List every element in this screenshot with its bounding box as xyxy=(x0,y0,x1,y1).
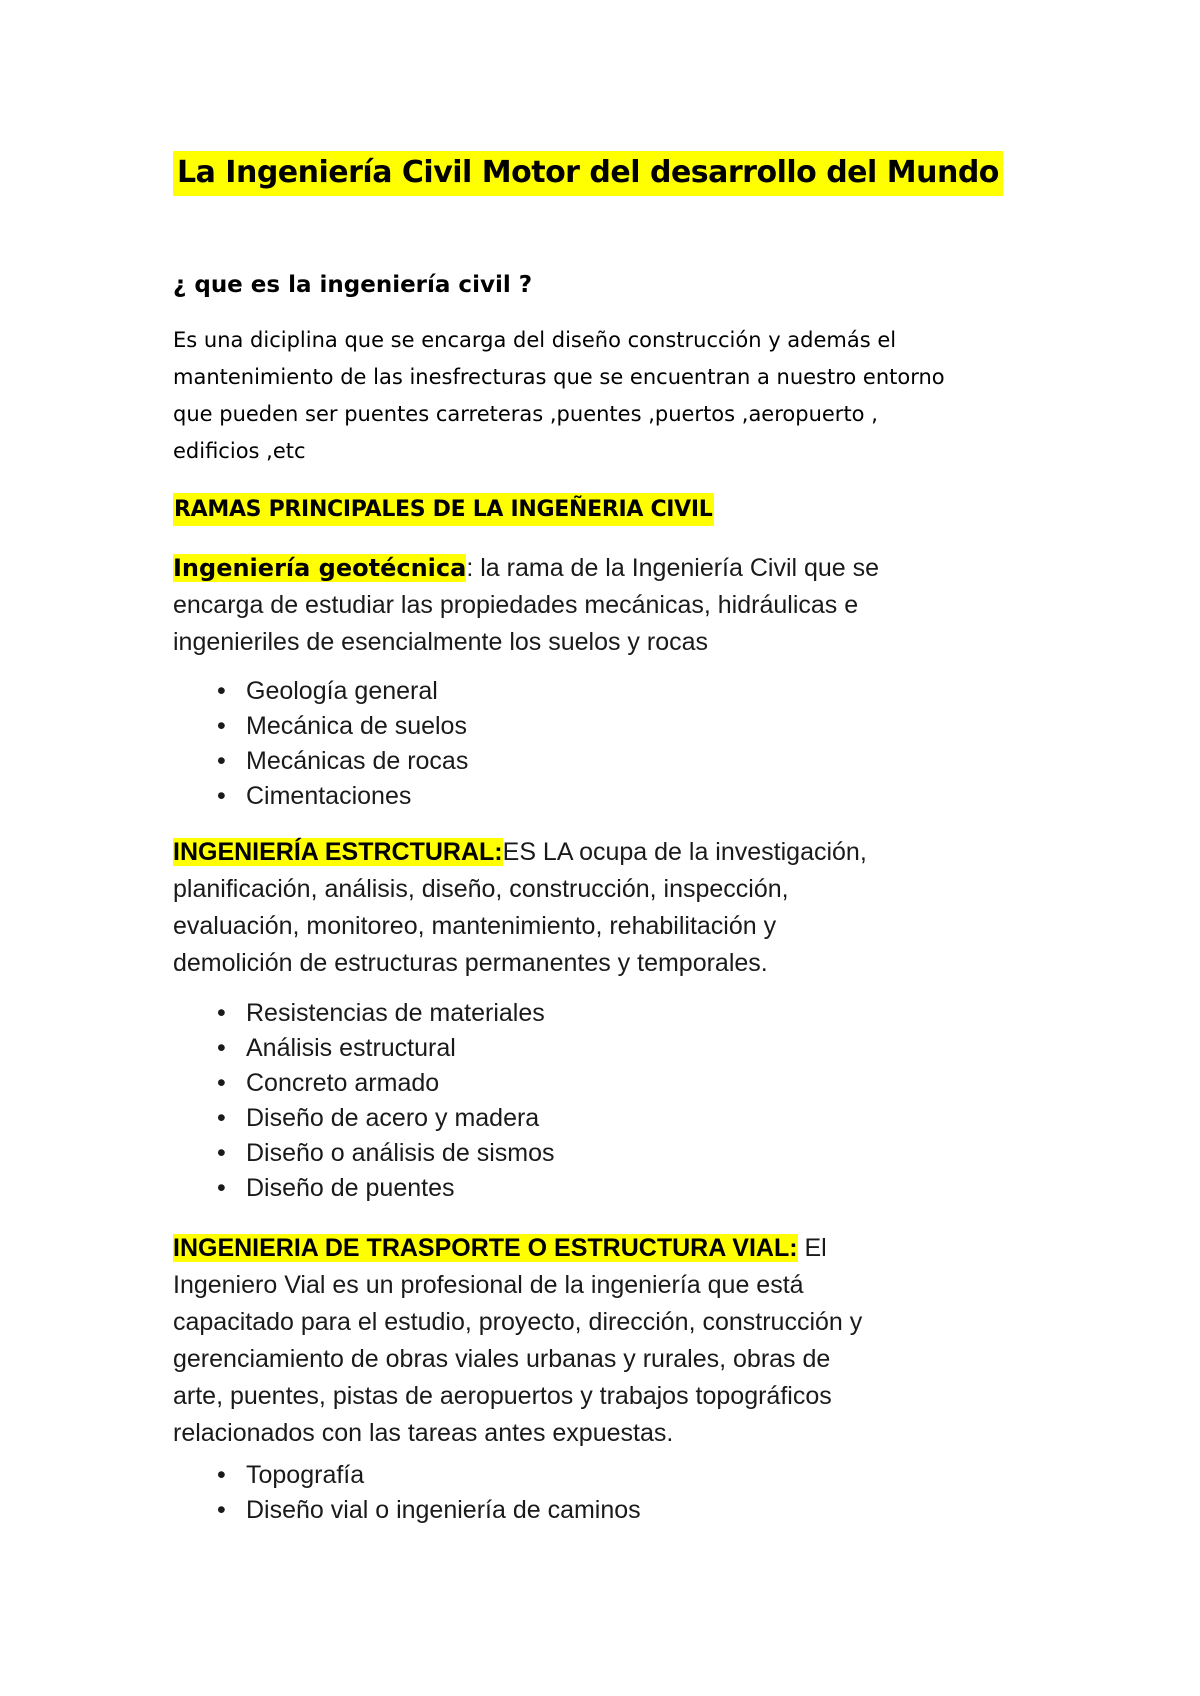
section-lead-rest: : la rama de la Ingeniería Civil que se xyxy=(466,554,880,582)
title-highlight: La Ingeniería Civil Motor del desarrollo del Mundo xyxy=(173,151,1003,196)
list-item xyxy=(173,1101,554,1136)
ramas-heading-highlight: RAMAS PRINCIPALES DE LA INGEÑERIA CIVIL xyxy=(173,493,714,526)
list-item xyxy=(173,996,554,1031)
bullet-icon: • xyxy=(217,1104,226,1132)
list-item-label: Diseño o análisis de sismos xyxy=(246,1139,555,1167)
list-item-label: Análisis estructural xyxy=(246,1034,456,1062)
section-first-line xyxy=(173,1230,1033,1267)
estructural-topics-list xyxy=(173,996,554,1206)
list-item-label: Concreto armado xyxy=(246,1069,440,1097)
intro-line: que pueden ser puentes carreteras ,puentes ,puertos ,aeropuerto , xyxy=(173,402,878,426)
list-item-label: Mecánicas de rocas xyxy=(246,747,469,775)
section-line: ingenieriles de esencialmente los suelos y rocas xyxy=(173,628,709,656)
list-item xyxy=(173,1031,554,1066)
section-line: arte, puentes, pistas de aeropuertos y trabajos topográficos xyxy=(173,1382,832,1410)
bullet-icon: • xyxy=(217,1034,226,1062)
section-line: capacitado para el estudio, proyecto, dirección, construcción y xyxy=(173,1308,863,1336)
list-item-label: Resistencias de materiales xyxy=(246,999,545,1027)
section-line: planificación, análisis, diseño, construcción, inspección, xyxy=(173,875,789,903)
intro-line: Es una diciplina que se encarga del diseño construcción y además el xyxy=(173,328,897,352)
section-first-line xyxy=(173,550,1033,587)
section-line: encarga de estudiar las propiedades mecánicas, hidráulicas e xyxy=(173,591,859,619)
list-item xyxy=(173,1493,641,1528)
list-item xyxy=(173,1171,554,1206)
list-item xyxy=(173,779,468,814)
section-line: evaluación, monitoreo, mantenimiento, rehabilitación y xyxy=(173,912,777,940)
list-item xyxy=(173,1066,554,1101)
section-lead-rest: ES LA ocupa de la investigación, xyxy=(502,838,867,866)
section-first-line xyxy=(173,834,1033,871)
list-item-label: Diseño de acero y madera xyxy=(246,1104,540,1132)
bullet-icon: • xyxy=(217,747,226,775)
intro-line: mantenimiento de las inesfrecturas que se encuentran a nuestro entorno xyxy=(173,365,945,389)
document-title xyxy=(173,147,1003,199)
list-item xyxy=(173,1458,641,1493)
list-item-label: Mecánica de suelos xyxy=(246,712,467,740)
section-lead: INGENIERIA DE TRASPORTE O ESTRUCTURA VIAL: xyxy=(173,1234,798,1262)
vial-topics-list xyxy=(173,1458,641,1528)
section-line: Ingeniero Vial es un profesional de la ingeniería que está xyxy=(173,1271,804,1299)
list-item-label: Cimentaciones xyxy=(246,782,412,810)
section-lead: INGENIERÍA ESTRCTURAL: xyxy=(173,838,503,866)
intro-paragraph xyxy=(173,322,1033,470)
bullet-icon: • xyxy=(217,999,226,1027)
geotecnica-topics-list xyxy=(173,674,468,814)
bullet-icon: • xyxy=(217,1069,226,1097)
bullet-icon: • xyxy=(217,677,226,705)
list-item xyxy=(173,674,468,709)
section-line: relacionados con las tareas antes expuestas. xyxy=(173,1419,674,1447)
bullet-icon: • xyxy=(217,782,226,810)
list-item xyxy=(173,709,468,744)
list-item-label: Topografía xyxy=(246,1461,365,1489)
section-lead-rest: El xyxy=(797,1234,827,1262)
list-item-label: Geología general xyxy=(246,677,438,705)
section-estructural xyxy=(173,834,1033,982)
list-item xyxy=(173,744,468,779)
bullet-icon: • xyxy=(217,1174,226,1202)
ramas-heading xyxy=(173,490,714,530)
bullet-icon: • xyxy=(217,1461,226,1489)
section-lead: Ingeniería geotécnica xyxy=(173,554,467,582)
bullet-icon: • xyxy=(217,712,226,740)
bullet-icon: • xyxy=(217,1139,226,1167)
section-vial xyxy=(173,1230,1033,1452)
question-heading: ¿ que es la ingeniería civil ? xyxy=(173,272,533,298)
intro-line: edificios ,etc xyxy=(173,439,306,463)
list-item-label: Diseño de puentes xyxy=(246,1174,455,1202)
list-item-label: Diseño vial o ingeniería de caminos xyxy=(246,1496,641,1524)
section-line: demolición de estructuras permanentes y temporales. xyxy=(173,949,768,977)
section-geotecnica xyxy=(173,550,1033,661)
list-item xyxy=(173,1136,554,1171)
section-line: gerenciamiento de obras viales urbanas y rurales, obras de xyxy=(173,1345,831,1373)
bullet-icon: • xyxy=(217,1496,226,1524)
